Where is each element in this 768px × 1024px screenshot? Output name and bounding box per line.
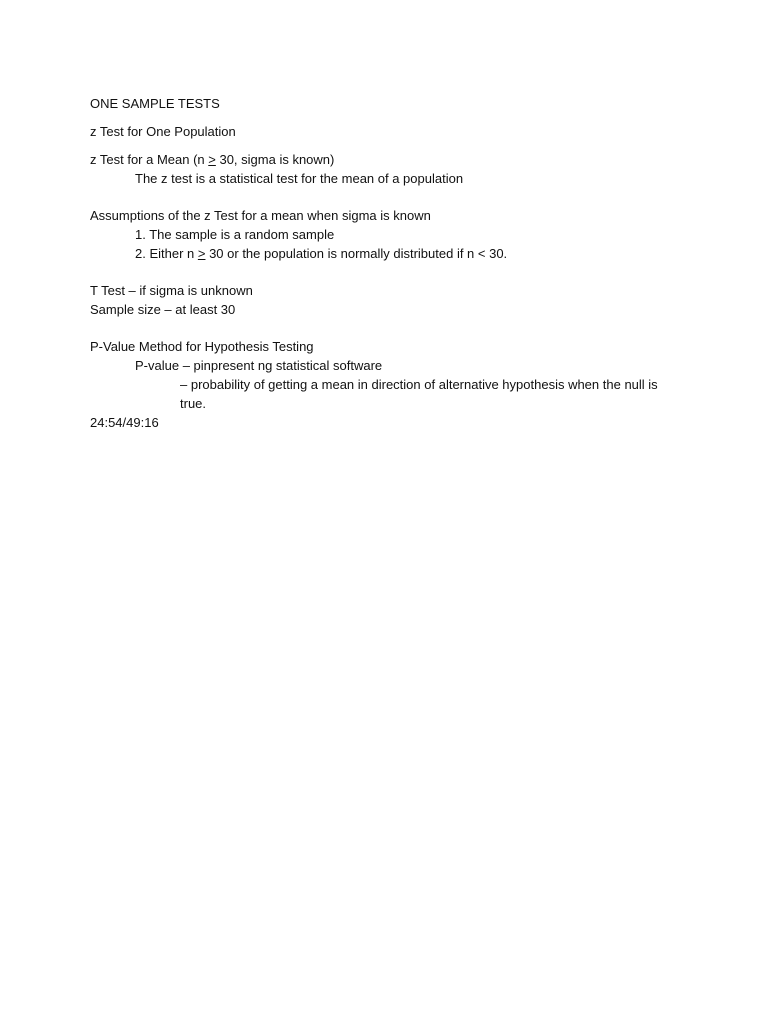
document-body	[90, 94, 690, 432]
greater-equal-symbol: >	[208, 152, 216, 167]
pvalue-line-1: P-value – pinpresent ng statistical software	[135, 358, 383, 373]
sample-size-line: Sample size – at least 30	[90, 302, 236, 317]
z-mean-line	[90, 150, 690, 169]
assumption-2	[90, 244, 690, 263]
heading: ONE SAMPLE TESTS	[90, 96, 220, 111]
pvalue-line-2: – probability of getting a mean in direction of alternative hypothesis when the null is true.	[180, 377, 658, 411]
t-test-line: T Test – if sigma is unknown	[90, 283, 253, 298]
pvalue-title: P-Value Method for Hypothesis Testing	[90, 339, 314, 354]
greater-equal-symbol-2: >	[197, 246, 206, 261]
z-mean-suffix: 30, sigma is known)	[215, 152, 335, 167]
assumption-2-suffix: 30 or the population is normally distributed if n < 30.	[205, 246, 508, 261]
assumption-2-prefix: 2. Either n	[135, 246, 198, 261]
assumptions-title: Assumptions of the z Test for a mean when sigma is known	[90, 208, 431, 223]
timestamp: 24:54/49:16	[90, 415, 159, 430]
z-mean-description: The z test is a statistical test for the mean of a population	[135, 171, 464, 186]
z-test-title: z Test for One Population	[90, 124, 236, 139]
z-mean-prefix: z Test for a Mean (n	[90, 152, 209, 167]
assumption-1: 1. The sample is a random sample	[135, 227, 335, 242]
